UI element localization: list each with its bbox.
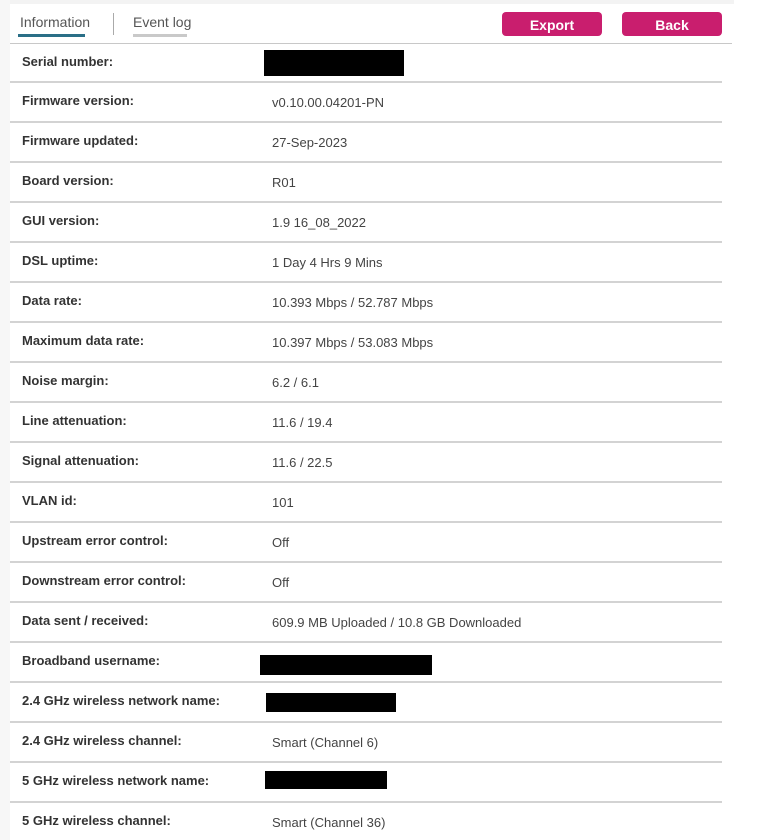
info-row-5ghz-channel: [10, 803, 722, 840]
row-value: Smart (Channel 36): [272, 815, 386, 830]
info-row-data-sent-received: [10, 603, 722, 643]
row-label: Board version:: [22, 173, 114, 188]
redacted-value: [264, 50, 404, 76]
row-label: 5 GHz wireless network name:: [22, 773, 210, 788]
row-value: 6.2 / 6.1: [272, 375, 319, 390]
info-row-gui-version: [10, 203, 722, 243]
info-row-firmware-version: [10, 83, 722, 123]
left-edge: [0, 0, 10, 840]
back-button[interactable]: Back: [622, 12, 722, 36]
row-value: 1.9 16_08_2022: [272, 215, 366, 230]
redacted-value: [260, 655, 432, 675]
info-table: [10, 44, 722, 840]
row-label: Maximum data rate:: [22, 333, 145, 348]
row-label: Noise margin:: [22, 373, 109, 388]
info-row-serial-number: [10, 44, 722, 83]
export-button[interactable]: Export: [502, 12, 602, 36]
row-label: 5 GHz wireless channel:: [22, 813, 171, 828]
row-label: DSL uptime:: [22, 253, 99, 268]
row-value: Off: [272, 535, 290, 550]
info-row-board-version: [10, 163, 722, 203]
row-value: v0.10.00.04201-PN: [272, 95, 385, 110]
header-bar: [10, 4, 732, 44]
info-row-24ghz-network-name: [10, 683, 722, 723]
row-value: Off: [272, 575, 290, 590]
row-label: Firmware version:: [22, 93, 134, 108]
row-value: Smart (Channel 6): [272, 735, 379, 750]
active-tab-indicator: [18, 34, 85, 37]
row-value: 11.6 / 19.4: [272, 415, 333, 430]
row-label: GUI version:: [22, 213, 100, 228]
tab-information[interactable]: Information: [20, 14, 91, 30]
info-row-broadband-username: [10, 643, 722, 683]
info-row-data-rate: [10, 283, 722, 323]
right-margin: [734, 0, 773, 840]
row-value: R01: [272, 175, 296, 190]
tab-event-log[interactable]: Event log: [133, 14, 192, 30]
row-value: 101: [272, 495, 294, 510]
row-label: Line attenuation:: [22, 413, 127, 428]
row-label: Serial number:: [22, 54, 114, 69]
row-label: Data rate:: [22, 293, 82, 308]
row-label: 2.4 GHz wireless channel:: [22, 733, 182, 748]
row-value: 10.393 Mbps / 52.787 Mbps: [272, 295, 434, 310]
row-value: 609.9 MB Uploaded / 10.8 GB Downloaded: [272, 615, 522, 630]
info-row-maximum-data-rate: [10, 323, 722, 363]
row-value: 27-Sep-2023: [272, 135, 348, 150]
info-row-vlan-id: [10, 483, 722, 523]
row-label: Firmware updated:: [22, 133, 139, 148]
row-label: VLAN id:: [22, 493, 77, 508]
row-label: Data sent / received:: [22, 613, 149, 628]
row-value: 1 Day 4 Hrs 9 Mins: [272, 255, 383, 270]
row-label: 2.4 GHz wireless network name:: [22, 693, 220, 708]
redacted-value: [265, 771, 387, 789]
inactive-tab-indicator: [133, 34, 187, 37]
row-label: Broadband username:: [22, 653, 160, 668]
info-row-dsl-uptime: [10, 243, 722, 283]
redacted-value: [266, 693, 396, 712]
row-value: 11.6 / 22.5: [272, 455, 333, 470]
row-label: Downstream error control:: [22, 573, 186, 588]
info-row-firmware-updated: [10, 123, 722, 163]
info-row-downstream-error-control: [10, 563, 722, 603]
row-label: Upstream error control:: [22, 533, 168, 548]
row-value: 10.397 Mbps / 53.083 Mbps: [272, 335, 434, 350]
info-row-signal-attenuation: [10, 443, 722, 483]
info-row-24ghz-channel: [10, 723, 722, 763]
info-row-upstream-error-control: [10, 523, 722, 563]
info-row-line-attenuation: [10, 403, 722, 443]
info-row-noise-margin: [10, 363, 722, 403]
row-label: Signal attenuation:: [22, 453, 139, 468]
tab-separator: [113, 13, 114, 35]
info-row-5ghz-network-name: [10, 763, 722, 803]
